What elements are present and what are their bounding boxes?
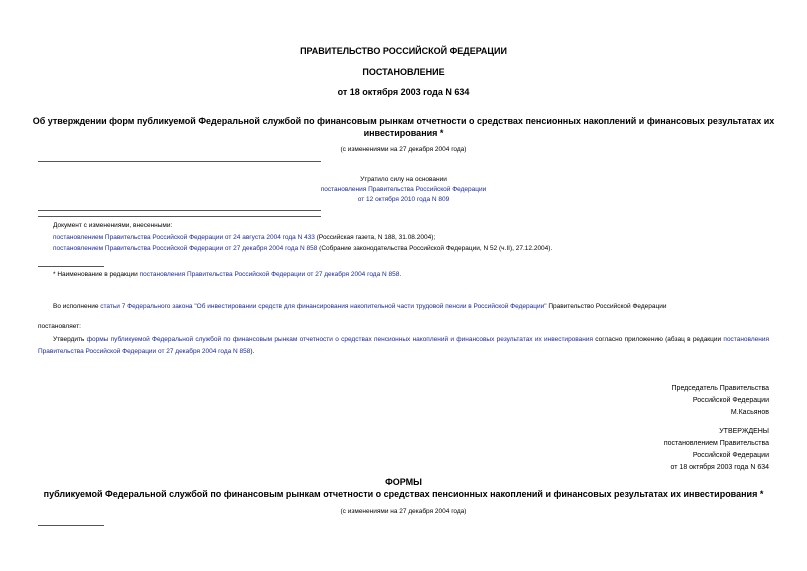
void-link-2[interactable]: от 12 октября 2010 года N 809 bbox=[357, 196, 450, 203]
p3-mid: согласно приложению (абзац в редакции bbox=[593, 336, 724, 343]
government-heading: ПРАВИТЕЛЬСТВО РОССИЙСКОЙ ФЕДЕРАЦИИ bbox=[300, 46, 507, 56]
law-link[interactable]: статьи 7 Федерального закона "Об инвестировании средств для финансирования накопительной части трудовой пенсии в Российской Федерации" bbox=[100, 303, 547, 310]
changes-item-2-tail: (Собрание законодательства Российской Федерации, N 52 (ч.II), 27.12.2004). bbox=[317, 245, 553, 252]
title-line-2: инвестирования * bbox=[363, 128, 444, 138]
p3-prefix: Утвердить bbox=[53, 336, 87, 343]
document-title bbox=[0, 115, 807, 139]
approved-block bbox=[664, 426, 769, 474]
signature-block bbox=[672, 383, 769, 419]
footnote-prefix: * Наименование в редакции bbox=[53, 271, 140, 278]
p3-suffix: ). bbox=[250, 347, 255, 355]
approved-line-3: Российской Федерации bbox=[692, 452, 769, 459]
p1-suffix: Правительство Российской Федерации bbox=[546, 303, 667, 310]
amendment-note: (с изменениями на 27 декабря 2004 года) bbox=[340, 146, 467, 153]
footnote-suffix: . bbox=[399, 271, 402, 278]
approved-line-4: от 18 октября 2003 года N 634 bbox=[670, 464, 769, 471]
divider bbox=[38, 210, 321, 211]
changes-item-1-tail: (Российская газета, N 188, 31.08.2004); bbox=[314, 233, 436, 241]
footnote-divider bbox=[38, 525, 104, 526]
forms-subtitle: публикуемой Федеральной службой по финансовым рынкам отчетности о средствах пенсионных накоплений и финансовых результатах их инвестирования * bbox=[43, 489, 764, 499]
forms-title: ФОРМЫ bbox=[385, 477, 422, 487]
void-line: Утратило силу на основании bbox=[360, 176, 447, 183]
changes-link-2[interactable]: постановлением Правительства Российской Федерации от 27 декабря 2004 года N 858 bbox=[53, 245, 318, 252]
changes-link-1[interactable]: постановлением Правительства Российской Федерации от 24 августа 2004 года N 433 bbox=[53, 233, 315, 241]
doc-type-heading: ПОСТАНОВЛЕНИЕ bbox=[362, 67, 445, 77]
signature-line-3: М.Касьянов bbox=[730, 409, 769, 416]
p1-prefix: Во исполнение bbox=[53, 303, 101, 310]
approved-line-2: постановлением Правительства bbox=[663, 440, 769, 447]
body-paragraph-2: постановляет: bbox=[38, 323, 81, 330]
void-block bbox=[0, 175, 807, 205]
approved-line-1: УТВЕРЖДЕНЫ bbox=[719, 428, 769, 435]
body-paragraph-3 bbox=[38, 334, 769, 357]
changes-block bbox=[53, 220, 552, 255]
void-link-1[interactable]: постановления Правительства Российской Федерации bbox=[320, 186, 487, 193]
forms-amendment-note: (с изменениями на 27 декабря 2004 года) bbox=[340, 508, 467, 515]
divider bbox=[38, 161, 321, 162]
changes-item-1 bbox=[53, 232, 552, 244]
changes-intro: Документ с изменениями, внесенными: bbox=[53, 222, 173, 229]
date-number-heading: от 18 октября 2003 года N 634 bbox=[337, 87, 470, 97]
body-paragraph-1 bbox=[53, 303, 667, 310]
forms-link[interactable]: формы публикуемой Федеральной службой по финансовым рынкам отчетности о средствах пенсионных накоплений и финансовых результатах их инвестирования bbox=[86, 336, 594, 343]
signature-line-1: Председатель Правительства bbox=[671, 385, 769, 392]
footnote-divider bbox=[38, 266, 104, 267]
footnote bbox=[53, 271, 401, 278]
footnote-link[interactable]: постановления Правительства Российской Федерации от 27 декабря 2004 года N 858 bbox=[139, 271, 400, 278]
edition-link[interactable]: постановления Правительства Российской Федерации от 27 декабря 2004 года N 858 bbox=[38, 336, 769, 355]
title-line-1: Об утверждении форм публикуемой Федеральной службой по финансовым рынкам отчетности о средствах пенсионных накоплений и финансовых результатах их bbox=[32, 116, 775, 126]
divider bbox=[38, 216, 321, 217]
changes-item-2 bbox=[53, 243, 552, 255]
signature-line-2: Российской Федерации bbox=[692, 397, 769, 404]
